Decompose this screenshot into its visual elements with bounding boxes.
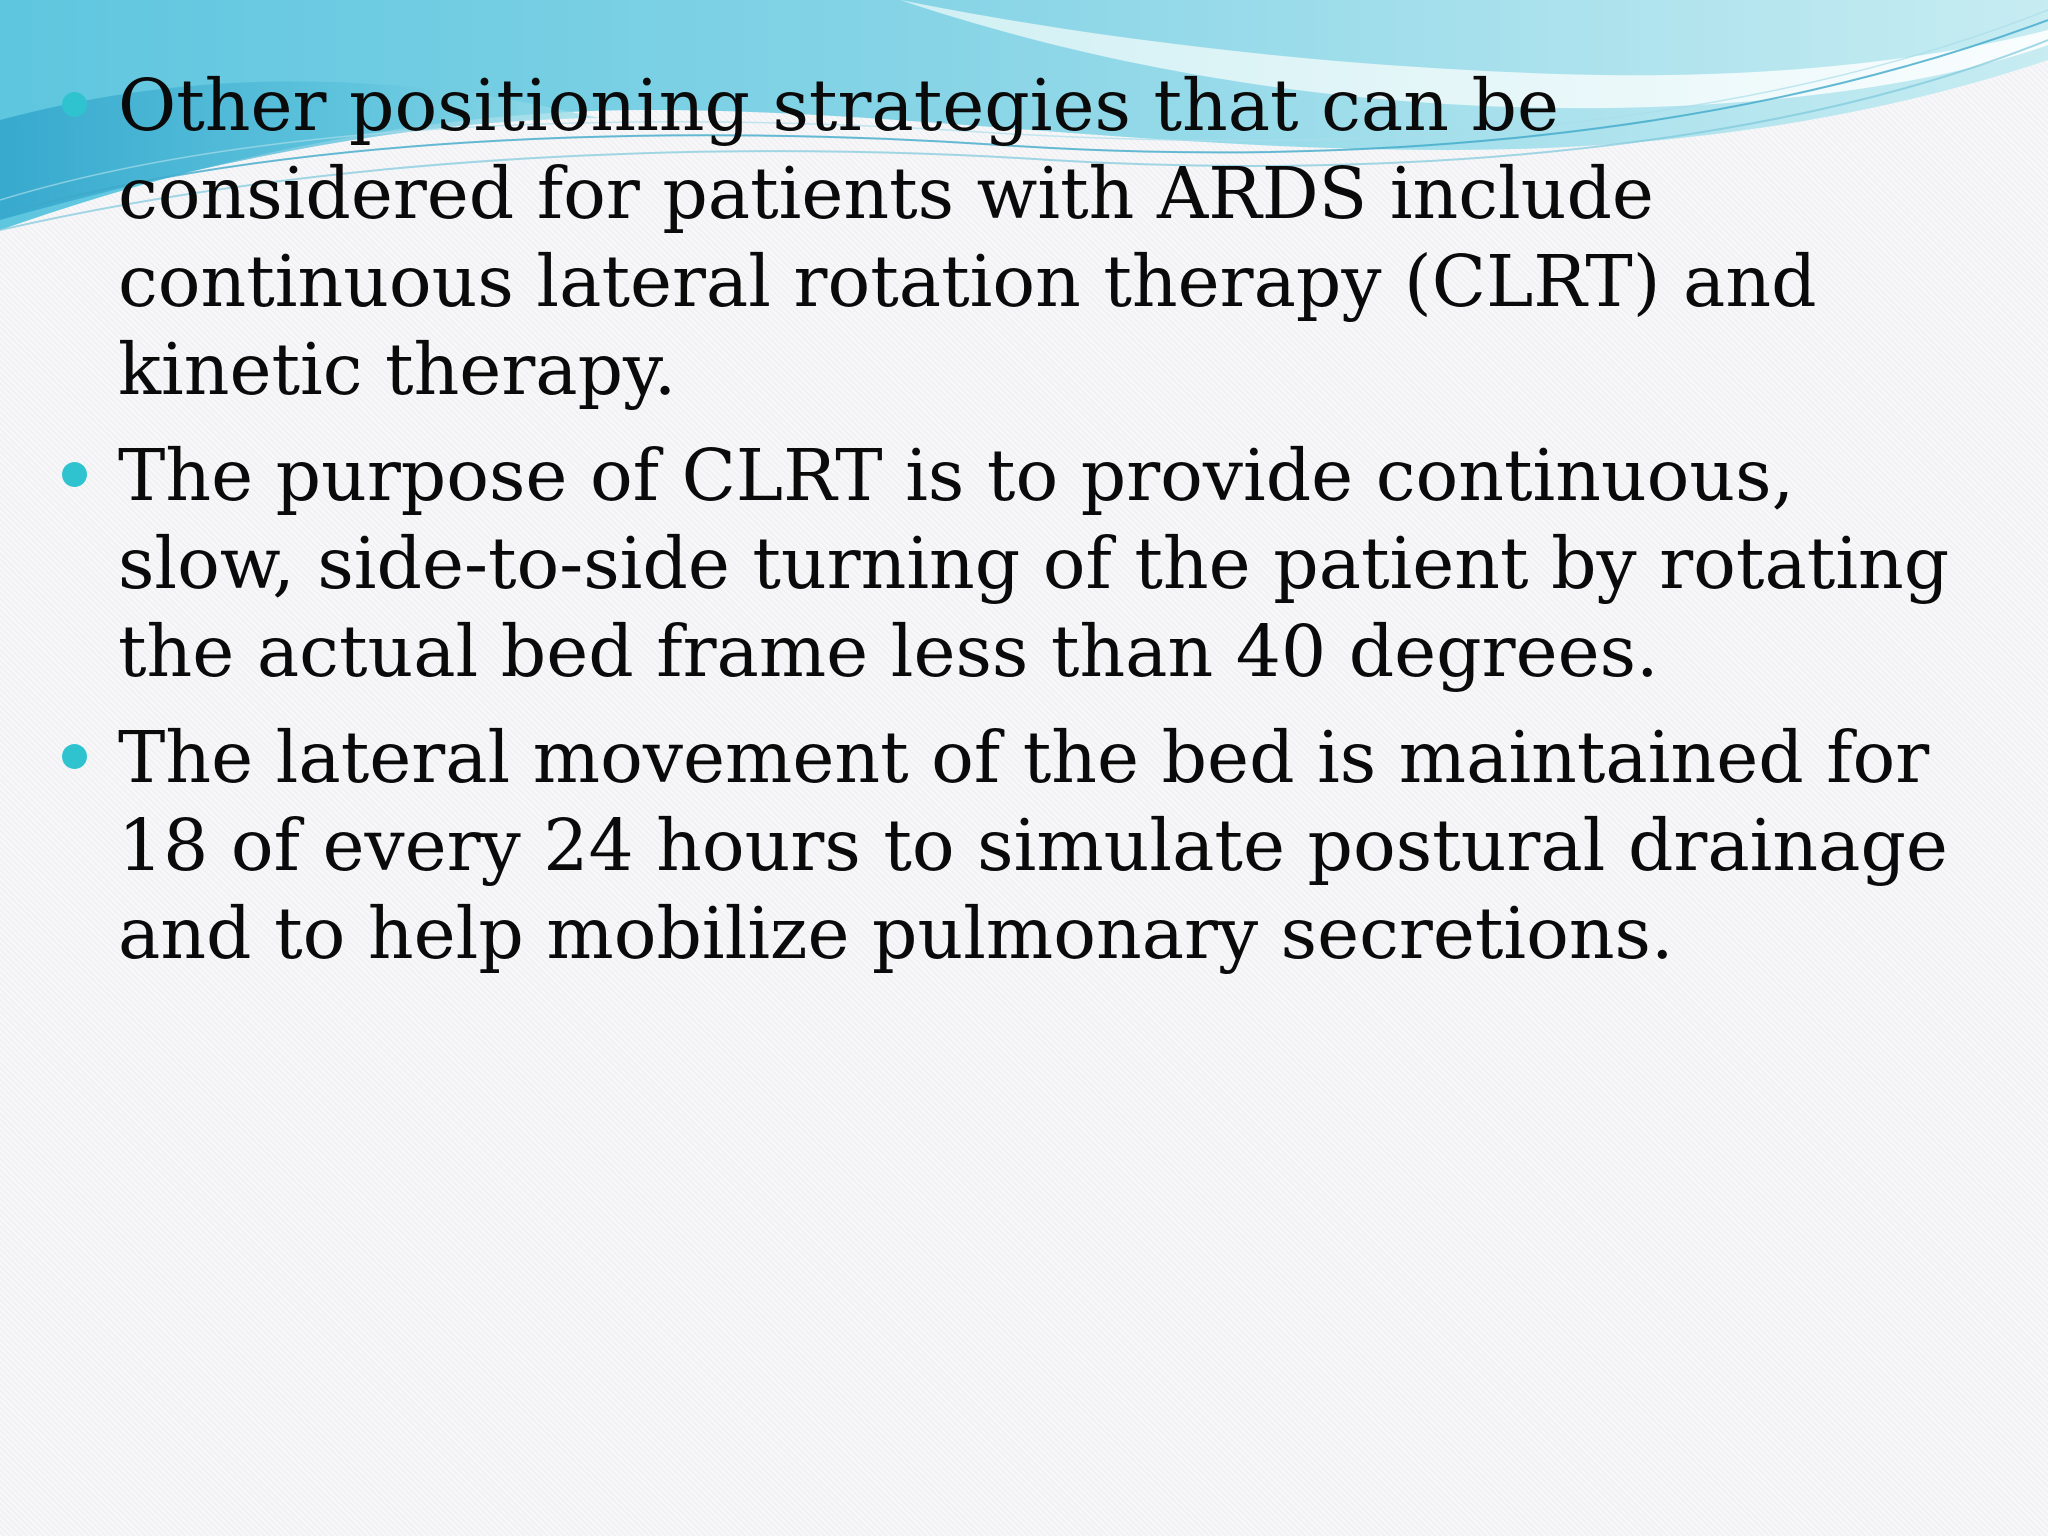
bullet-text: The lateral movement of the bed is maintained for 18 of every 24 hours to simulate postural drainage and to help mobilize pulmonary secretions. (118, 716, 1948, 975)
bullet-text: Other positioning strategies that can be considered for patients with ARDS include continuous lateral rotation therapy (CLRT) and kinetic therapy. (118, 64, 1817, 411)
bullet-dot-icon (62, 462, 87, 487)
bullet-dot-icon (62, 92, 87, 117)
bullet-list (62, 62, 1962, 996)
bullet-item-1 (62, 62, 1962, 414)
bullet-item-3 (62, 714, 1962, 978)
bullet-text: The purpose of CLRT is to provide continuous, slow, side-to-side turning of the patient by rotating the actual bed frame less than 40 degrees. (118, 434, 1950, 693)
bullet-item-2 (62, 432, 1962, 696)
bullet-dot-icon (62, 744, 87, 769)
